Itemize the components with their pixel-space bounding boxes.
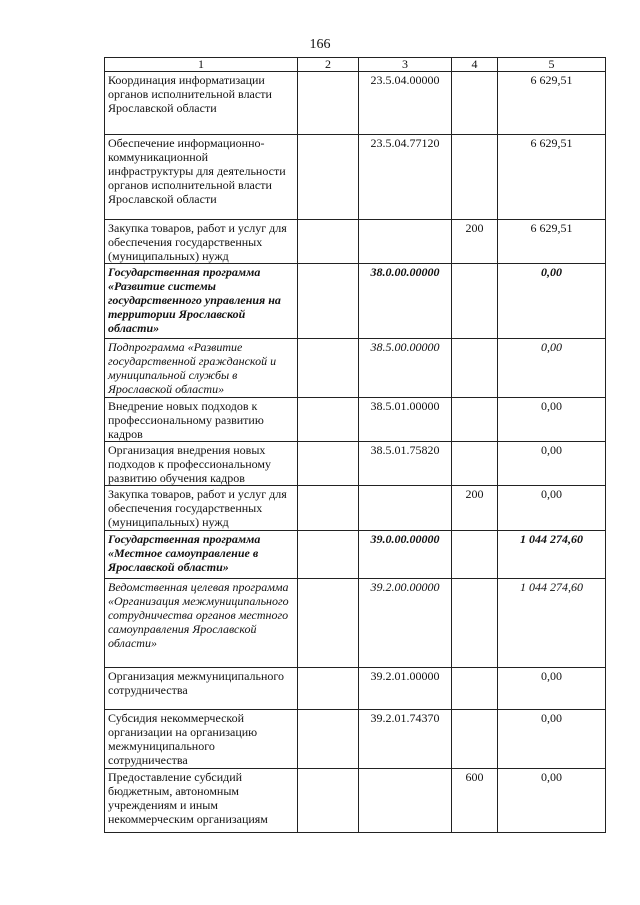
row-col2-cell [298, 135, 359, 220]
row-col2-cell [298, 668, 359, 710]
row-vr-cell [452, 339, 498, 398]
table-row [105, 531, 606, 579]
row-col2-cell [298, 486, 359, 531]
row-sum-cell: 0,00 [498, 710, 606, 769]
table-row [105, 398, 606, 442]
row-name-cell: Предоставление субсидий бюджетным, автономным учреждениям и иным некоммерческим организациям [105, 769, 298, 833]
row-col2-cell [298, 339, 359, 398]
table-header-row [105, 58, 606, 72]
row-name-cell: Организация межмуниципального сотрудничества [105, 668, 298, 710]
budget-table [104, 57, 606, 833]
row-name-cell: Координация информатизации органов исполнительной власти Ярославской области [105, 72, 298, 135]
row-vr-cell: 600 [452, 769, 498, 833]
table-row [105, 72, 606, 135]
row-col2-cell [298, 531, 359, 579]
row-col2-cell [298, 264, 359, 339]
row-col2-cell [298, 579, 359, 668]
row-col2-cell [298, 769, 359, 833]
column-header: 4 [452, 58, 498, 72]
row-sum-cell: 0,00 [498, 486, 606, 531]
row-sum-cell: 6 629,51 [498, 220, 606, 264]
row-code-cell: 39.2.01.74370 [359, 710, 452, 769]
row-code-cell: 39.0.00.00000 [359, 531, 452, 579]
column-header: 2 [298, 58, 359, 72]
column-header: 3 [359, 58, 452, 72]
row-vr-cell [452, 442, 498, 486]
row-sum-cell: 6 629,51 [498, 72, 606, 135]
row-code-cell [359, 486, 452, 531]
row-code-cell: 38.0.00.00000 [359, 264, 452, 339]
row-sum-cell: 6 629,51 [498, 135, 606, 220]
row-col2-cell [298, 220, 359, 264]
column-header: 1 [105, 58, 298, 72]
row-name-cell: Закупка товаров, работ и услуг для обеспечения государственных (муниципальных) нужд [105, 220, 298, 264]
row-vr-cell [452, 710, 498, 769]
row-code-cell: 38.5.00.00000 [359, 339, 452, 398]
row-col2-cell [298, 398, 359, 442]
row-code-cell [359, 220, 452, 264]
column-header: 5 [498, 58, 606, 72]
row-sum-cell: 0,00 [498, 442, 606, 486]
table-row [105, 339, 606, 398]
table-row [105, 579, 606, 668]
row-name-cell: Государственная программа «Развитие системы государственного управления на территории Ярославской области» [105, 264, 298, 339]
row-code-cell: 39.2.00.00000 [359, 579, 452, 668]
row-sum-cell: 0,00 [498, 668, 606, 710]
row-vr-cell [452, 72, 498, 135]
row-vr-cell [452, 579, 498, 668]
table-row [105, 668, 606, 710]
row-name-cell: Субсидия некоммерческой организации на организацию межмуниципального сотрудничества [105, 710, 298, 769]
table-row [105, 135, 606, 220]
row-code-cell [359, 769, 452, 833]
page-number: 166 [309, 37, 331, 52]
row-code-cell: 23.5.04.00000 [359, 72, 452, 135]
row-sum-cell: 1 044 274,60 [498, 579, 606, 668]
row-vr-cell: 200 [452, 486, 498, 531]
row-sum-cell: 0,00 [498, 264, 606, 339]
row-code-cell: 38.5.01.00000 [359, 398, 452, 442]
table-row [105, 486, 606, 531]
row-sum-cell: 0,00 [498, 339, 606, 398]
table-row [105, 220, 606, 264]
row-vr-cell: 200 [452, 220, 498, 264]
row-sum-cell: 0,00 [498, 769, 606, 833]
row-name-cell: Внедрение новых подходов к профессиональному развитию кадров [105, 398, 298, 442]
row-code-cell: 38.5.01.75820 [359, 442, 452, 486]
row-name-cell: Государственная программа «Местное самоуправление в Ярославской области» [105, 531, 298, 579]
row-vr-cell [452, 398, 498, 442]
row-col2-cell [298, 72, 359, 135]
row-code-cell: 39.2.01.00000 [359, 668, 452, 710]
row-name-cell: Подпрограмма «Развитие государственной гражданской и муниципальной службы в Ярославской области» [105, 339, 298, 398]
row-col2-cell [298, 442, 359, 486]
row-vr-cell [452, 531, 498, 579]
row-vr-cell [452, 135, 498, 220]
row-vr-cell [452, 668, 498, 710]
table-body [105, 72, 606, 833]
table-row [105, 264, 606, 339]
row-code-cell: 23.5.04.77120 [359, 135, 452, 220]
table-row [105, 710, 606, 769]
row-name-cell: Обеспечение информационно-коммуникационной инфраструктуры для деятельности органов исполнительной власти Ярославской области [105, 135, 298, 220]
row-sum-cell: 1 044 274,60 [498, 531, 606, 579]
table-row [105, 442, 606, 486]
row-name-cell: Ведомственная целевая программа «Организация межмуниципального сотрудничества органов местного самоуправления Ярославской области» [105, 579, 298, 668]
row-vr-cell [452, 264, 498, 339]
row-name-cell: Организация внедрения новых подходов к профессиональному развитию обучения кадров [105, 442, 298, 486]
row-col2-cell [298, 710, 359, 769]
row-name-cell: Закупка товаров, работ и услуг для обеспечения государственных (муниципальных) нужд [105, 486, 298, 531]
table-row [105, 769, 606, 833]
row-sum-cell: 0,00 [498, 398, 606, 442]
